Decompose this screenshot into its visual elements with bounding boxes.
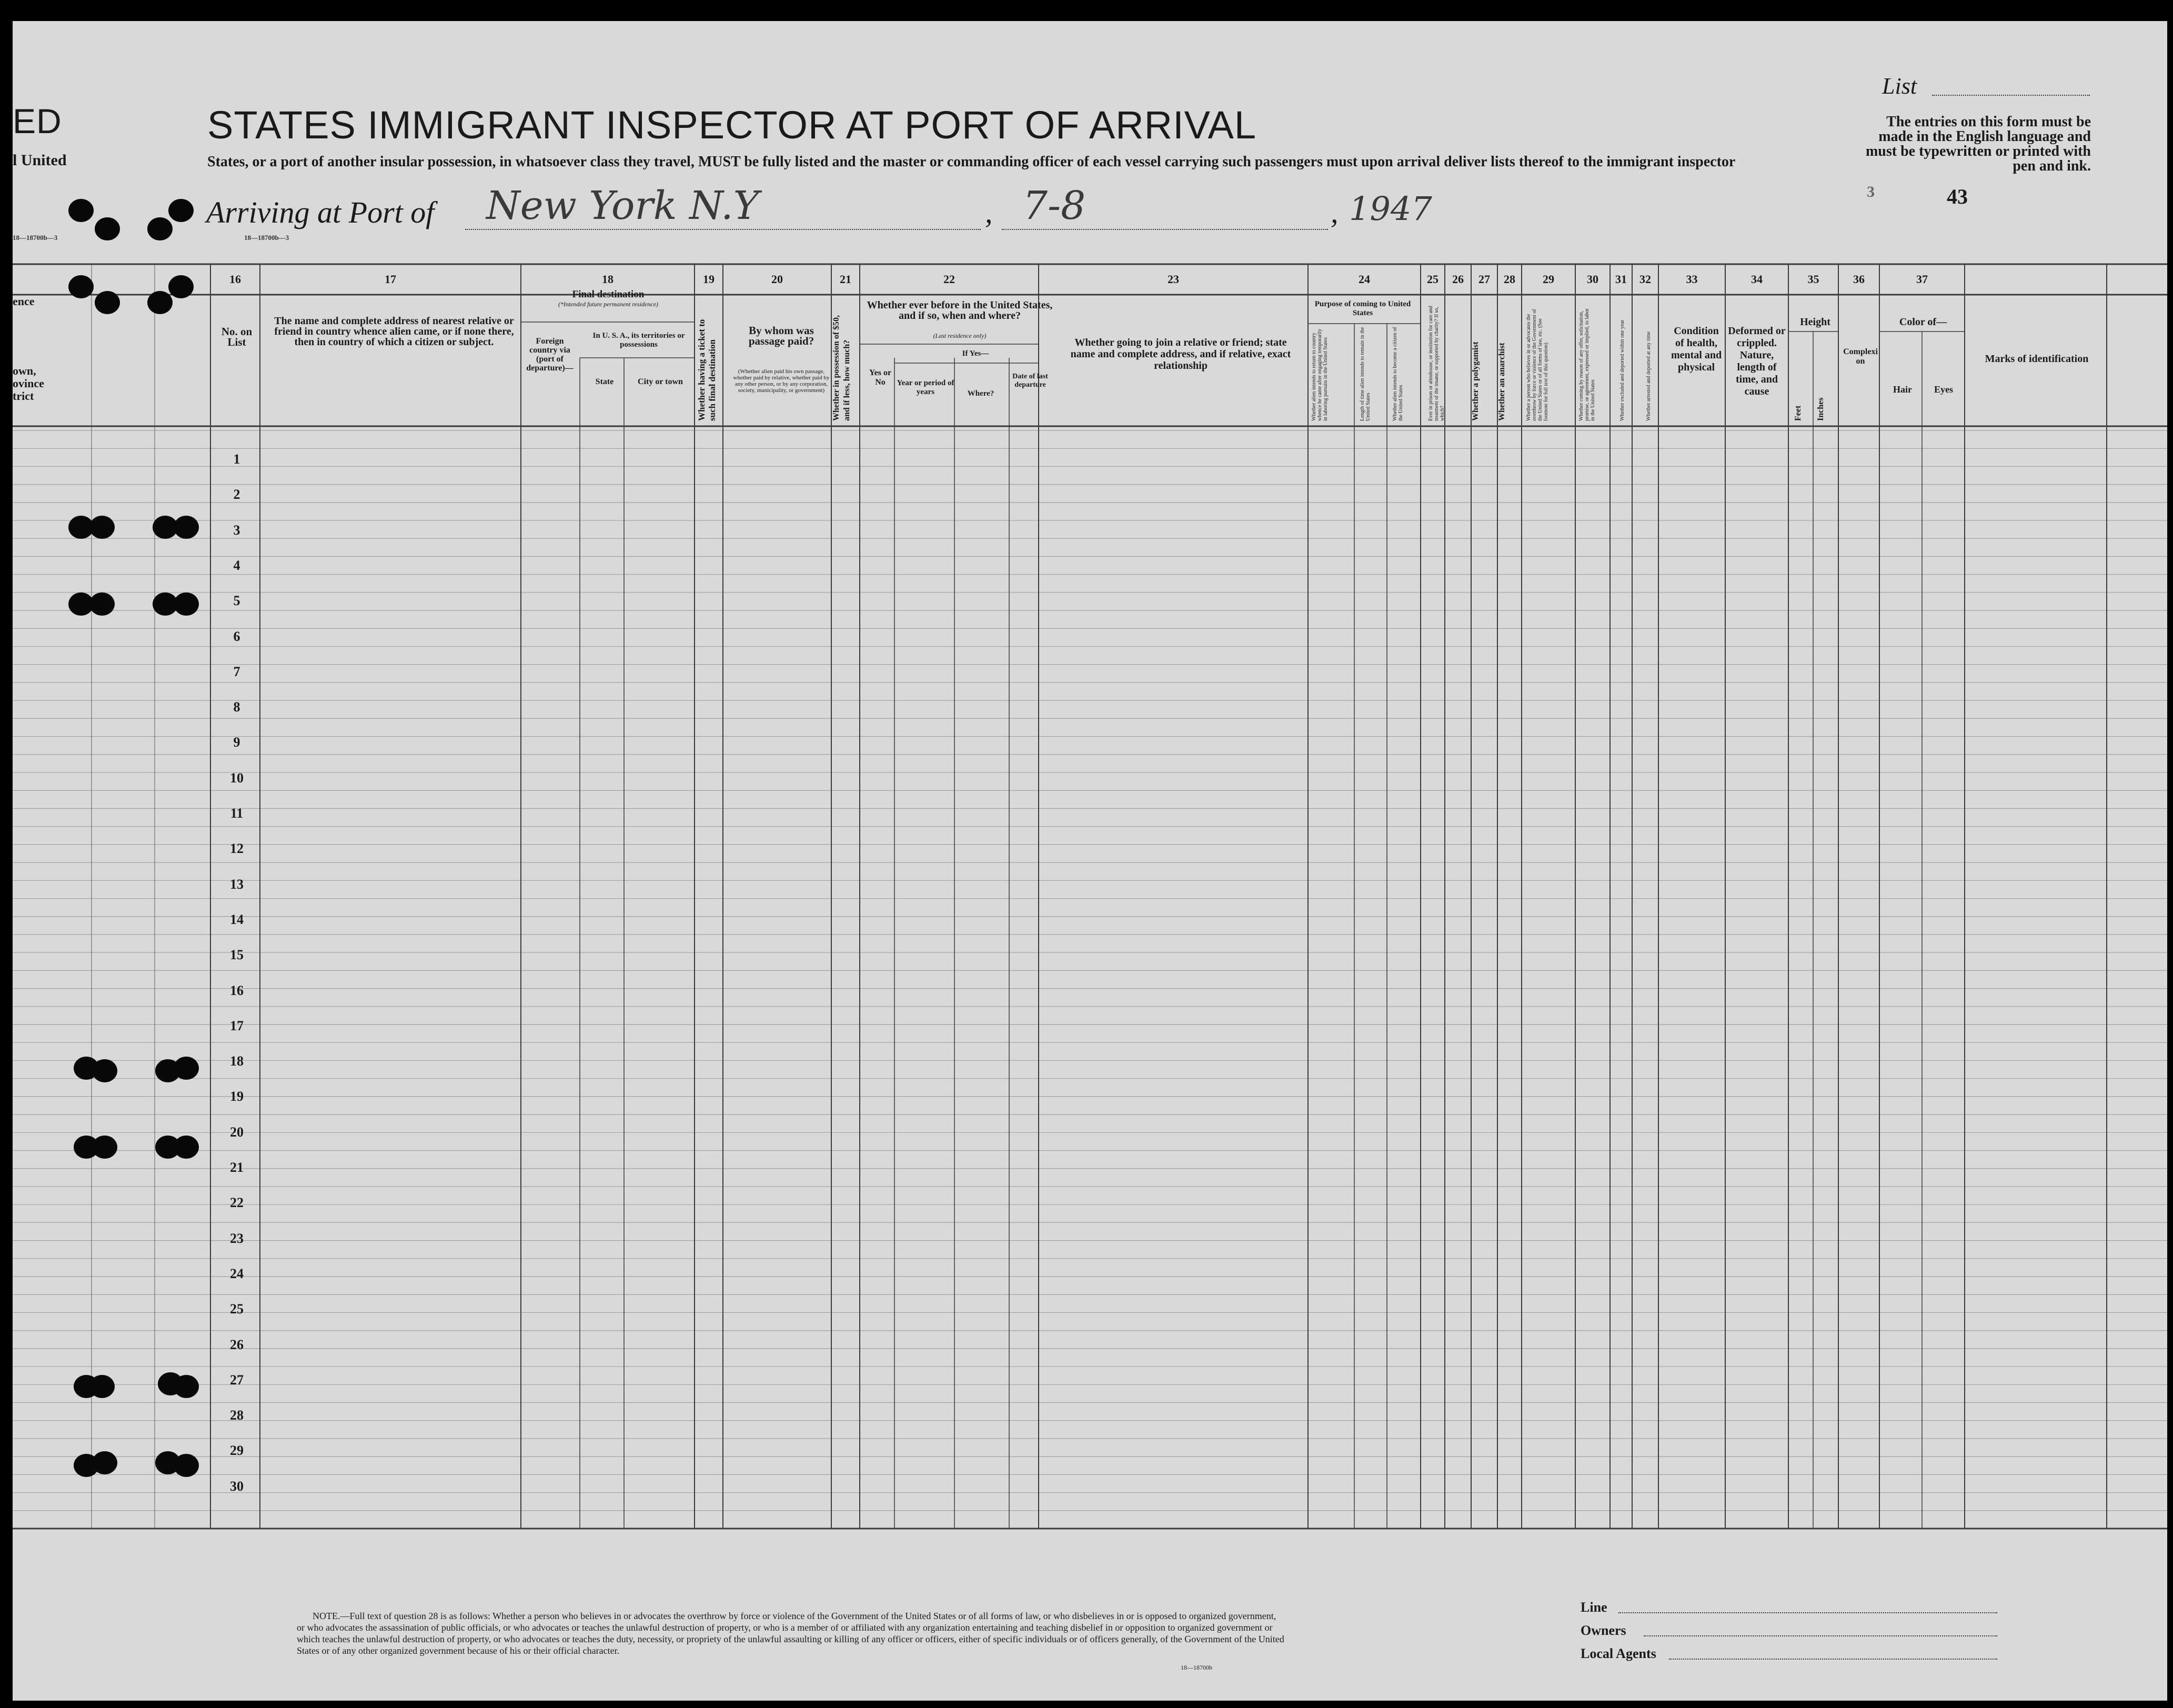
punch-hole [92,1451,117,1474]
col18-title: Final destination [572,289,645,300]
row-number: 28 [230,1408,244,1423]
column-number-33: 33 [1686,273,1698,286]
col36-eyes: Eyes [1934,384,1953,395]
row-number: 29 [230,1443,244,1459]
row-number: 13 [230,876,244,892]
punch-hole [68,199,94,222]
owners-blank [1644,1635,1997,1636]
row-number: 20 [230,1124,244,1140]
page-subtitle: States, or a port of another insular possession, in whatsoever class they travel, MUST be fully listed and the master or commanding officer of each vessel carrying such passengers must upon arrival deliver lists thereof to the immigrant inspector [207,154,1736,170]
column-number-23: 23 [1168,273,1179,286]
col23-header: Whether going to join a relative or friend; state name and complete address, and if relative, exact relationship [1070,337,1291,371]
punch-hole [168,199,194,222]
row-number: 6 [233,628,240,644]
row-number: 21 [230,1160,244,1175]
punch-hole [89,592,115,616]
col22-where: Where? [967,389,994,398]
col21-header: Whether in possession of $50, and if less, how much? [832,315,851,421]
row-number: 30 [230,1478,244,1494]
punch-hole [174,592,199,616]
punch-hole [89,1375,115,1398]
row-number: 10 [230,770,244,786]
column-number-31: 31 [1615,273,1627,286]
col34-feet: Feet [1794,405,1803,421]
row-number: 9 [233,735,240,750]
punch-hole [89,516,115,539]
col24-a: Whether alien intends to return to country whence he came after engaging temporarily in laboring pursuits in the United States [1311,328,1329,421]
column-number-37: 37 [1916,273,1928,286]
row-number: 24 [230,1265,244,1281]
row-number: 7 [233,664,240,679]
col34-title: Height [1800,316,1830,328]
col30-header: Whether excluded and deported within one year [1619,319,1625,421]
arriving-label: Arriving at Port of [206,195,435,229]
col28-header: Whether a person who believes in or advocates the overthrow by force or violence of the Government of the United States or of all forms of law, etc. (See footnote for full text of this question) [1526,309,1549,421]
row-number: 25 [230,1301,244,1317]
column-number-34: 34 [1751,273,1763,286]
row-number: 19 [230,1089,244,1104]
manifest-page [13,21,2167,1701]
punch-hole [147,217,173,240]
col18-foreign: Foreign country via (port of departure)— [526,337,574,373]
column-number-30: 30 [1587,273,1598,286]
left-col-fragment-4: trict [13,389,34,403]
date-handwritten: 7-8 [1023,183,1086,228]
left-header-fragment: ED [13,102,62,140]
row-number: 26 [230,1337,244,1352]
column-number-26: 26 [1452,273,1464,286]
column-number-29: 29 [1543,273,1554,286]
col18-state: State [595,377,614,386]
column-number-36: 36 [1853,273,1865,286]
col18-note: (*Intended future permanent residence) [558,300,659,308]
col22-note: (Last residence only) [933,332,987,339]
col36-title: Color of— [1899,316,1947,328]
punch-hole [174,1375,199,1398]
comma-1: , [985,195,993,229]
col20-note: (Whether alien paid his own passage, whether paid by relative, whether paid by any other person, or by any corporation, society, municipality, or government) [733,368,830,394]
page-prefix: 3 [1867,183,1875,200]
col24-c: Whether alien intends to become a citizen of the United States [1392,327,1404,421]
year-handwritten: 1947 [1349,189,1432,228]
row-number: 22 [230,1195,244,1211]
col22-yes-no: Yes or No [869,368,892,387]
row-number: 15 [230,947,244,963]
col18-usa: In U. S. A., its territories or possessions [592,331,685,349]
col22-if-yes: If Yes— [962,349,989,358]
col31-header: Whether arrested and deported at any time [1646,331,1652,421]
row-number: 14 [230,911,244,927]
local-agents-label: Local Agents [1581,1646,1656,1661]
left-col-fragment-1: ence [13,295,35,308]
form-code-left: 18—18700b—3 [13,234,58,242]
row-number: 1 [233,451,240,467]
col35-header: Complexion [1843,347,1878,366]
column-number-16: 16 [229,273,241,286]
col22-title: Whether ever before in the United States, and if so, when and where? [867,299,1053,321]
col34-inches: Inches [1816,397,1825,421]
punch-hole [174,1136,199,1159]
column-number-17: 17 [385,273,396,286]
row-number: 3 [233,522,240,538]
row-number: 27 [230,1372,244,1388]
column-number-22: 22 [943,273,955,286]
col24-b: Length of time alien intends to remain in the United States [1360,327,1371,421]
row-number: 2 [233,487,240,503]
column-number-27: 27 [1478,273,1490,286]
line-blank [1618,1612,1997,1613]
owners-label: Owners [1581,1623,1626,1638]
row-number: 18 [230,1053,244,1069]
form-code-left-2: 18—18700b—3 [244,234,289,242]
col18-city: City or town [638,377,683,386]
row-number: 11 [230,806,244,821]
left-col-fragment-2: own, [13,364,36,377]
col36-hair: Hair [1893,384,1912,395]
line-label: Line [1581,1600,1607,1615]
column-number-19: 19 [703,273,715,286]
punch-hole [68,275,94,298]
col19-header: Whether having a ticket to such final destination [697,319,717,421]
left-col-fragment-3: ovince [13,377,44,390]
column-number-28: 28 [1504,273,1515,286]
column-number-20: 20 [771,273,783,286]
column-number-21: 21 [840,273,851,286]
page-title: STATES IMMIGRANT INSPECTOR AT PORT OF ARRIVAL [207,103,1257,147]
col16-header: No. on List [221,325,253,348]
footer-note: NOTE.—Full text of question 28 is as follows: Whether a person who believes in or advocates the overthrow by force or violence of the Government of the United States or of all forms of law, or who disbelieves in or is opposed to organized government, or who advocates the assassination of public officials, or who advocates or teaches the unlawful destruction of property, or who is a member of or affiliated with any organization entertaining and teaching disbelief in or opposition to organized government or which teaches the unlawful destruction of property, or who advocates or teaches the duty, necessity, or propriety of the unlawful assaulting or killing of any officer or officers, either of specific individuals or of officers generally, of the Government of the United States or of any other organized government because of his or their official character. [297,1611,1284,1656]
page-number: 43 [1947,185,1968,208]
punch-hole [174,516,199,539]
col22-date: Date of last departure [1012,373,1048,389]
list-label: List [1882,73,1917,99]
col33-header: Deformed or crippled. Nature, length of time, and cause [1728,325,1786,397]
col22-years: Year or period of years [897,379,954,396]
local-agents-blank [1669,1659,1997,1660]
column-number-18: 18 [602,273,613,286]
left-header-fragment-2: l United [13,152,67,169]
row-number: 23 [230,1230,244,1246]
col37-header: Marks of identification [1985,353,2089,365]
col20-title: By whom was passage paid? [748,324,814,347]
col17-header: The name and complete address of nearest relative or friend in country whence alien came, or if none there, then in country of which a citizen or subject. [274,315,514,348]
col27-header: Whether an anarchist [1497,343,1506,421]
punch-hole [174,1454,199,1477]
punch-hole [174,1057,199,1080]
row-number: 5 [233,593,240,609]
row-number: 17 [230,1018,244,1033]
port-handwritten: New York N.Y [486,183,759,228]
col32-header: Condition of health, mental and physical [1671,325,1722,373]
col29-header: Whether coming by reason of any offer, solicitation, promise, or agreement, expressed or implied, to labor in the United States [1578,308,1596,421]
column-number-24: 24 [1359,273,1370,286]
punch-hole [92,1136,117,1159]
column-number-32: 32 [1639,273,1651,286]
punch-hole [168,275,194,298]
row-number: 16 [230,982,244,998]
punch-hole [147,291,173,314]
punch-hole [92,1059,117,1082]
col24-title: Purpose of coming to United States [1314,300,1411,317]
comma-2: , [1331,195,1339,229]
row-number: 8 [233,699,240,715]
column-number-35: 35 [1807,273,1819,286]
punch-hole [95,291,120,314]
col25-header: Ever in prison or almshouse, or institution for care and treatment of the insane, or supported by charity? If so, which? [1428,306,1445,421]
row-number: 4 [233,557,240,573]
footer-form-code: 18—18700b [1181,1664,1212,1671]
col26-header: Whether a polygamist [1471,341,1480,421]
punch-hole [95,217,120,240]
row-number: 12 [230,841,244,857]
column-number-25: 25 [1427,273,1438,286]
form-notice: The entries on this form must be made in the English language and must be typewritten or printed with pen and ink. [1865,114,2091,174]
